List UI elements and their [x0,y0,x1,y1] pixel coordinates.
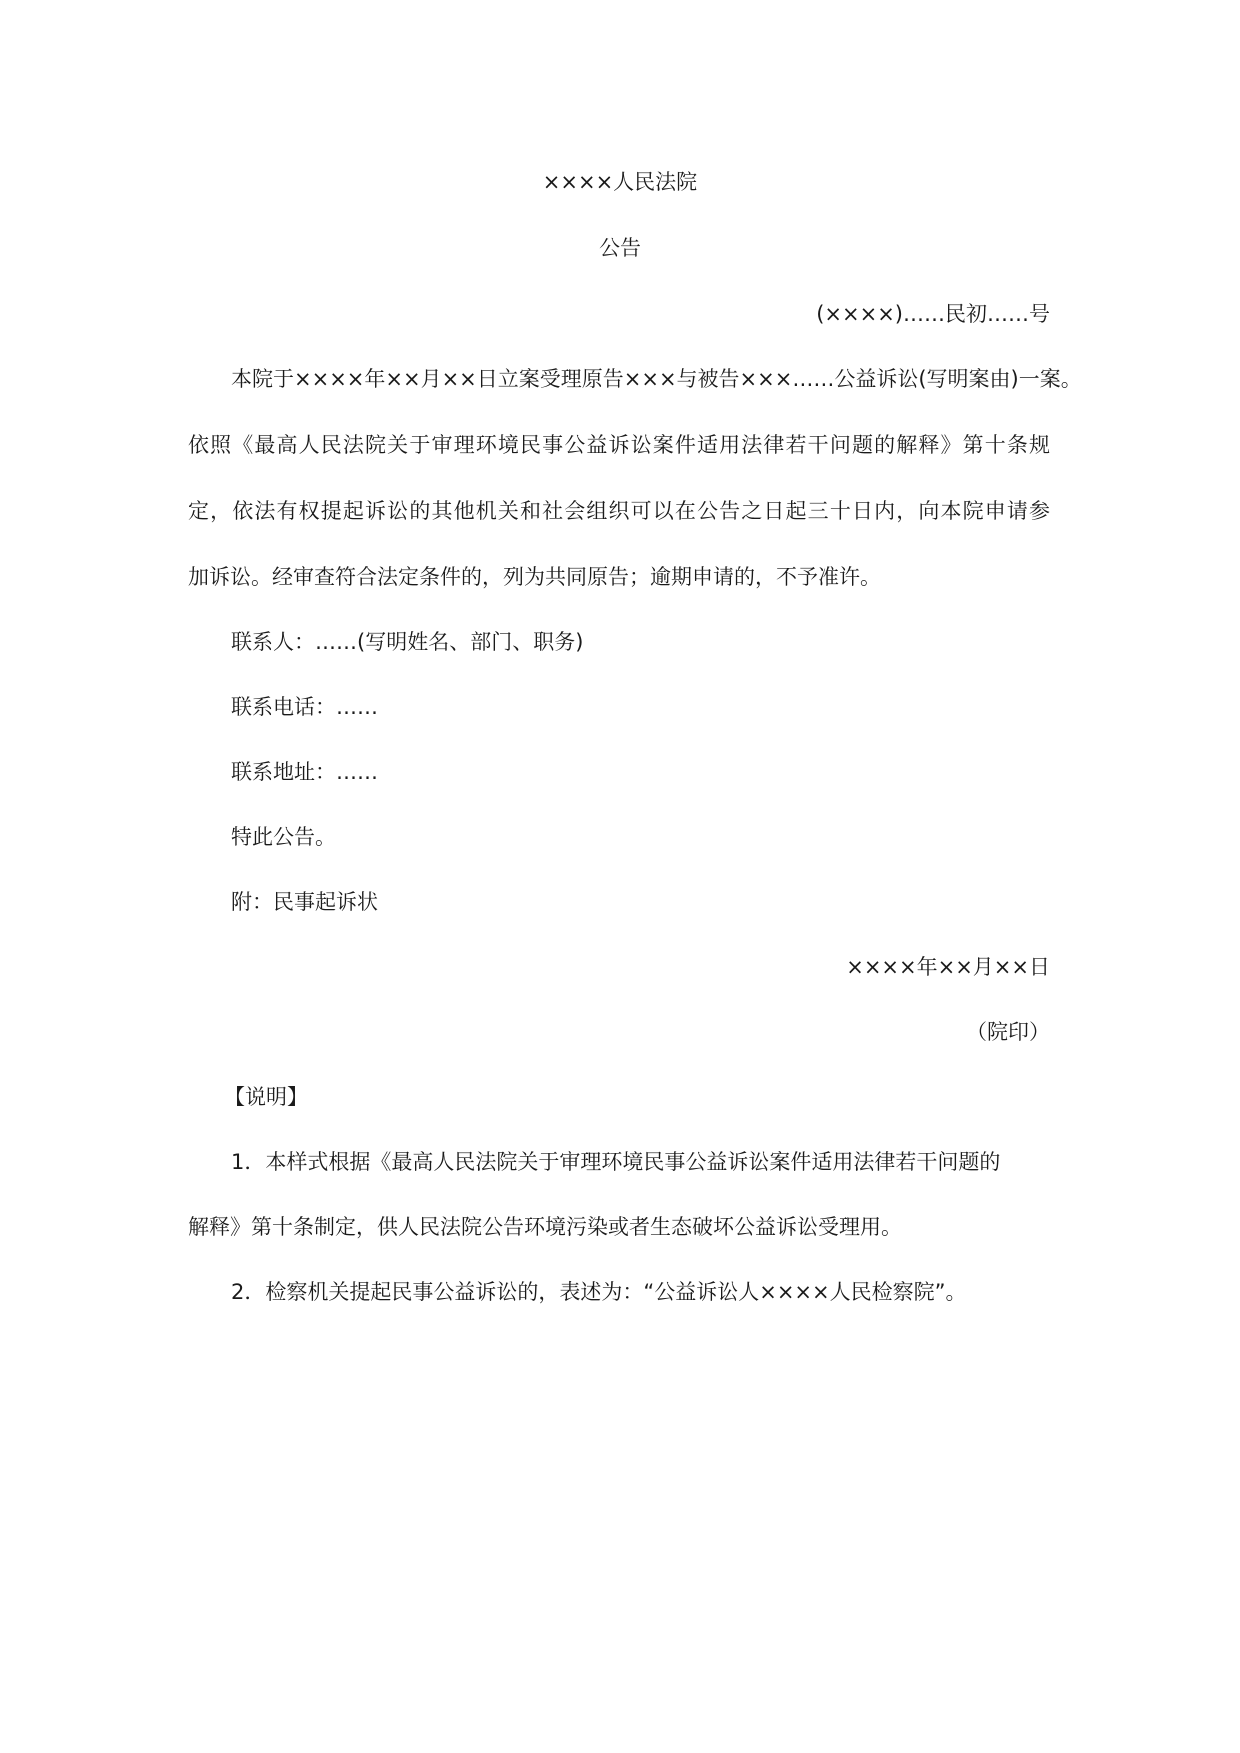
document-date: ××××年××月××日 [846,955,1050,979]
body-line-4: 加诉讼。经审查符合法定条件的，列为共同原告；逾期申请的，不予准许。 [188,565,881,589]
contact-address: 联系地址：…… [231,760,378,784]
case-number: (××××)……民初……号 [816,302,1050,326]
court-seal: （院印） [966,1020,1050,1044]
body-line-3: 定，依法有权提起诉讼的其他机关和社会组织可以在公告之日起三十日内，向本院申请参 [188,499,1050,523]
contact-phone: 联系电话：…… [231,695,378,719]
note-1-line-1: 1．本样式根据《最高人民法院关于审理环境民事公益诉讼案件适用法律若干问题的 [231,1150,1001,1174]
page-title: 公告 [599,236,641,260]
note-2: 2．检察机关提起民事公益诉讼的，表述为：“公益诉讼人××××人民检察院”。 [231,1280,967,1304]
note-1-line-2: 解释》第十条制定，供人民法院公告环境污染或者生态破坏公益诉讼受理用。 [188,1215,902,1239]
closing-statement: 特此公告。 [231,825,336,849]
attachment-line: 附：民事起诉状 [231,890,378,914]
body-line-2: 依照《最高人民法院关于审理环境民事公益诉讼案件适用法律若干问题的解释》第十条规 [188,433,1050,457]
contact-person: 联系人：……(写明姓名、部门、职务) [231,630,584,654]
court-name: ××××人民法院 [542,170,698,194]
notes-heading: 【说明】 [224,1085,308,1109]
body-line-1: 本院于××××年××月××日立案受理原告×××与被告×××……公益诉讼(写明案由)一案。 [231,367,1082,391]
